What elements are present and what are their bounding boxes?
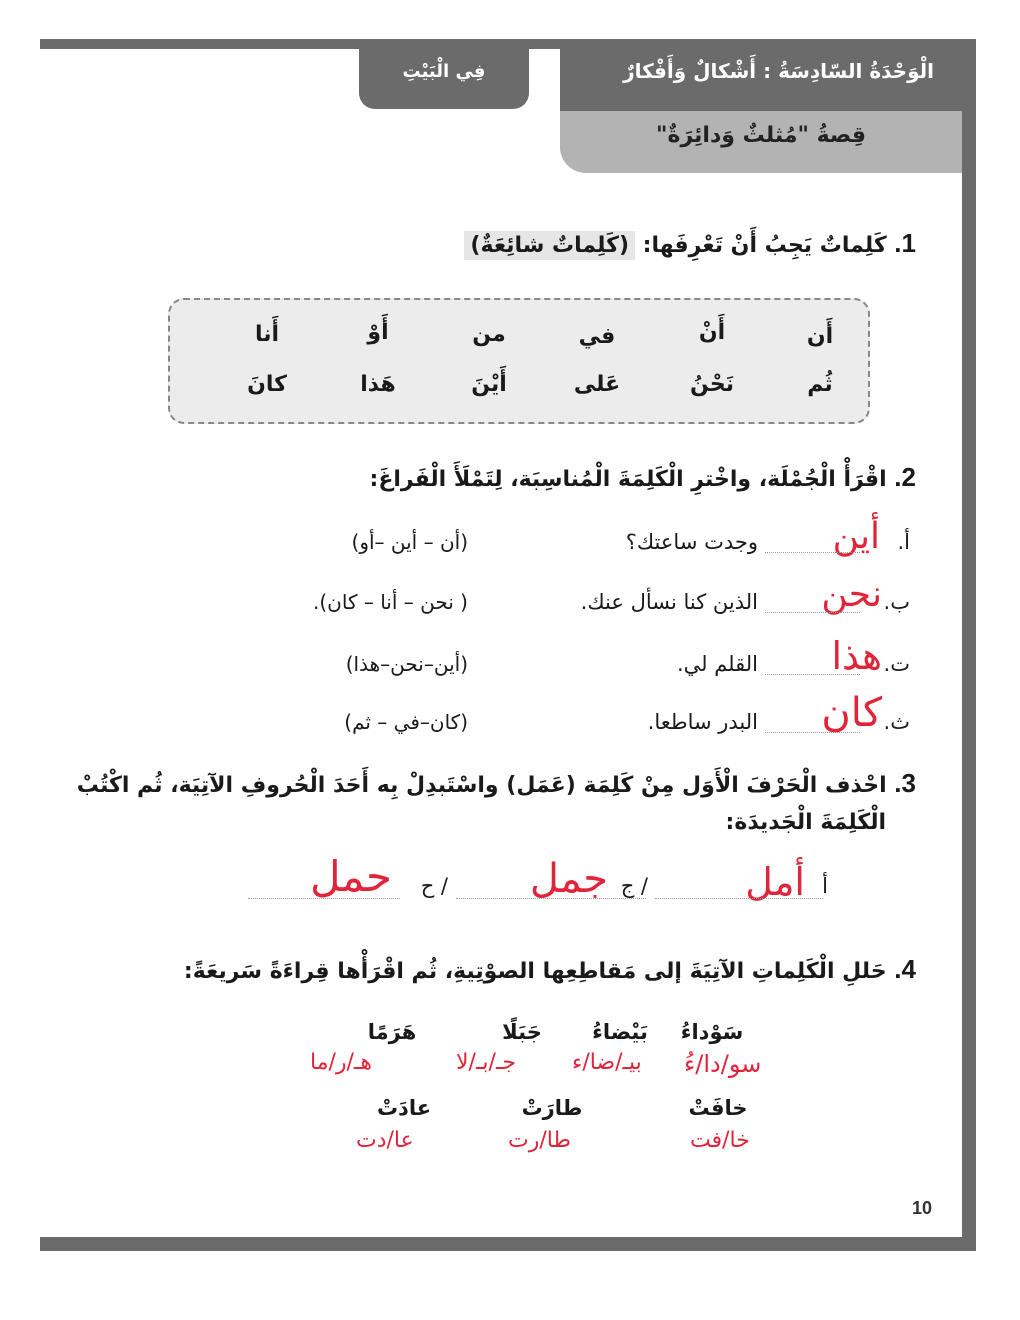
word-r1-3: في (578, 324, 616, 349)
word-r2-5: هَذا (360, 372, 396, 397)
q2-b-blank (765, 612, 860, 613)
q2-a-answer: أين (832, 516, 880, 557)
common-words-box (168, 298, 870, 424)
q4-word-baydaa: بَيْضاءُ (592, 1020, 648, 1044)
q2-t-options: (أين–نحن–هذا) (345, 652, 468, 676)
q2-th-sentence: البدر ساطعا. (647, 710, 758, 734)
home-tab: فِي الْبَيْتِ (359, 39, 529, 109)
q2-a-options: (أن – أين –أو) (351, 530, 468, 554)
q4-number: 4. (894, 954, 916, 984)
q2-t-answer: هذا (831, 634, 882, 678)
word-r1-2: أَنْ (698, 320, 726, 345)
q2-a-blank (765, 552, 860, 553)
q4-word-haraman: هَرَمًا (367, 1020, 417, 1044)
q4-answer-jabalan: جـ/بـ/لا (456, 1050, 516, 1075)
q3-heading (77, 768, 916, 799)
q2-th-letter: ث. (883, 710, 910, 734)
word-r2-4: أَيْنَ (471, 372, 507, 397)
q4-answer-baydaa: بيـ/ضا/ء (572, 1050, 642, 1075)
q3-number: 3. (894, 768, 916, 798)
q2-t-blank (765, 674, 860, 675)
q1-title: كَلِماتٌ يَجِبُ أَنْ تَعْرِفَها: (642, 233, 887, 258)
word-r2-2: نَحْنُ (690, 372, 734, 397)
q4-word-jabalan: جَبَلًا (502, 1020, 542, 1044)
page-frame-bottom (40, 1237, 976, 1251)
q3-answer-3: حمل (309, 852, 392, 901)
q3-blank-1 (655, 898, 823, 899)
word-r1-1: أَن (806, 324, 834, 349)
q1-heading (464, 228, 916, 259)
q4-answer-sawdaa: سو/دا/ءُ (684, 1050, 762, 1078)
q2-b-answer: نحن (821, 574, 882, 615)
q4-word-aadat: عادَتْ (376, 1096, 432, 1120)
q2-title: اقْرَأْ الْجُمْلَة، واخْترِ الْكَلِمَةَ الْمُناسِبَة، لِتَمْلَأَ الْفَراغَ: (369, 467, 887, 492)
q2-b-options: ( نحن – أنا – كان). (313, 590, 468, 614)
q4-answer-khafat: خا/فت (690, 1128, 750, 1153)
q3-letter-alef: أ (822, 874, 828, 898)
page-number: 10 (912, 1198, 933, 1218)
q4-answer-aadat: عا/دت (356, 1128, 414, 1153)
word-r1-4: من (472, 322, 506, 347)
word-r2-1: ثُم (807, 372, 833, 397)
word-r2-6: كانَ (247, 372, 287, 397)
q3-blank-3 (248, 898, 400, 899)
q4-word-tarat: طارَتْ (521, 1096, 583, 1120)
page-frame-right (962, 39, 976, 1251)
q3-letter-jeem: / ج (620, 874, 648, 898)
q3-letter-haa: / ح (420, 874, 448, 898)
word-r2-3: عَلى (573, 372, 621, 397)
q3-answer-2: جمل (529, 856, 608, 902)
q4-answer-haraman: هـ/ر/ما (310, 1050, 372, 1075)
q2-th-options: (كان–في – ثم) (344, 710, 468, 734)
unit-title: الْوَحْدَةُ السّادِسَةُ : أَشْكالٌ وَأَفْكارٌ (560, 39, 962, 111)
q1-highlight: (كَلِماتٌ شائِعَةٌ) (464, 231, 635, 260)
word-r1-5: أَوْ (367, 320, 389, 345)
q3-answer-1: أمل (745, 860, 805, 904)
q4-word-khafat: خافَتْ (688, 1096, 748, 1120)
q2-a-letter: أ. (897, 530, 910, 554)
q2-th-blank (765, 732, 860, 733)
q2-t-letter: ت. (883, 652, 910, 676)
q3-heading-line2: الْكَلِمَةَ الْجَديدَة: (725, 810, 886, 835)
q4-answer-tarat: طا/رت (508, 1128, 571, 1153)
q4-title: حَللِ الْكَلِماتِ الآتِيَةَ إلى مَقاطِعِها الصوْتِيةِ، ثُم اقْرَأْها قِراءَةً سَريعَةً: (183, 959, 887, 984)
q2-b-letter: ب. (883, 590, 910, 614)
q4-heading (184, 954, 916, 985)
word-r1-6: أَنا (254, 322, 280, 347)
q2-number: 2. (894, 462, 916, 492)
q3-blank-2 (456, 898, 646, 899)
q4-word-sawdaa: سَوْداءُ (680, 1020, 744, 1044)
q1-number: 1. (894, 228, 916, 258)
q3-title-line1: احْذف الْحَرْفَ الْأَوَل مِنْ كَلِمَة (عَمَل) واسْتَبدِلْ بِه أَحَدَ الْحُروفِ الآتِيَة، ثُم اكْتُبْ (76, 773, 887, 798)
q2-b-sentence: الذين كنا نسأل عنك. (580, 590, 758, 614)
q2-heading (370, 462, 916, 493)
q2-a-sentence: وجدت ساعتك؟ (625, 530, 758, 554)
q2-th-answer: كان (821, 690, 882, 736)
q2-t-sentence: القلم لي. (676, 652, 758, 676)
lesson-title: قِصةُ "مُثلثٌ وَدائِرَةٌ" (560, 111, 962, 173)
